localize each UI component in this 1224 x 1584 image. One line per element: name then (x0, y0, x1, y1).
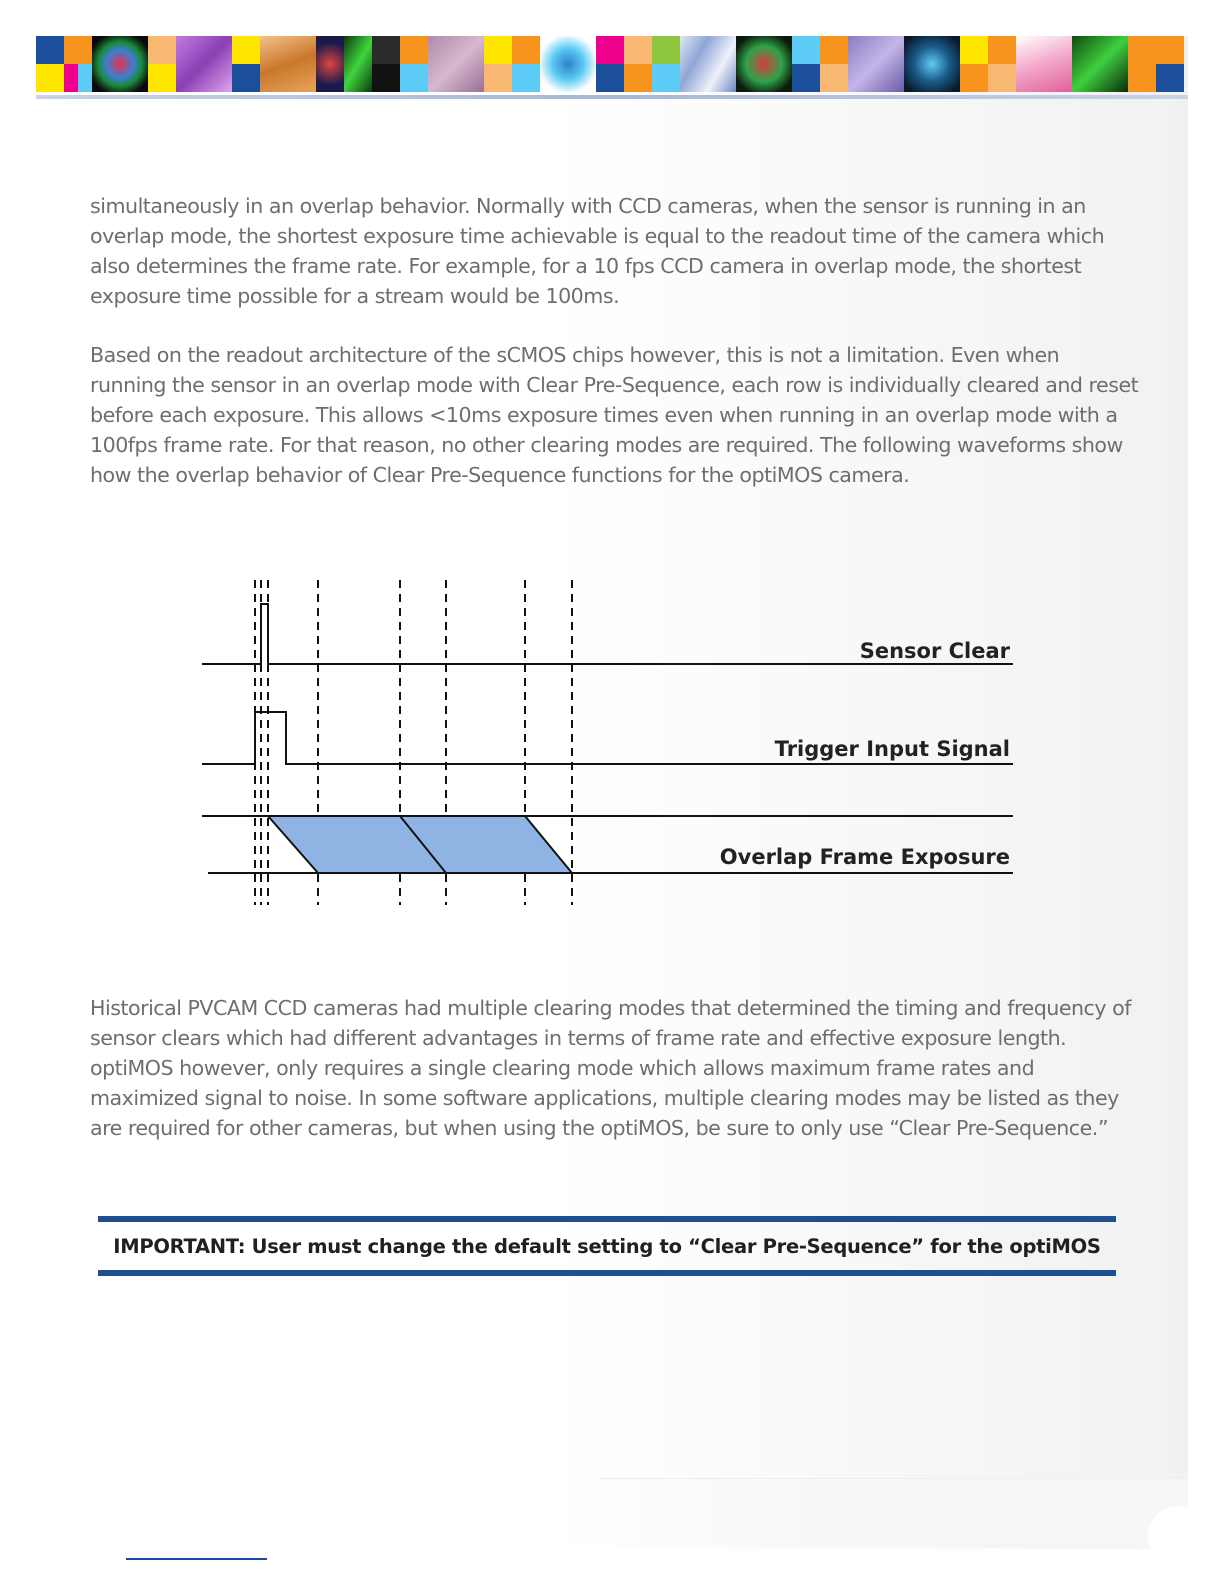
sensor-clear-label: Sensor Clear (859, 639, 1010, 663)
important-note-text: IMPORTANT: User must change the default setting to “Clear Pre-Sequence” for the optiMOS (113, 1234, 1101, 1258)
body-paragraph-clearing-modes: Historical PVCAM CCD cameras had multiple clearing modes that determined the timing and frequency of sensor clears which had different advantages in terms of frame rate and effective exposure length. optiMOS however, only requires a single clearing mode which allows maximum frame rates and maximized signal to noise. In some software applications, multiple clearing modes may be listed as they are required for other cameras, but when using the optiMOS, be sure to only use “Clear Pre-Sequence.” (90, 996, 1131, 1140)
body-paragraph-scmos: Based on the readout architecture of the sCMOS chips however, this is not a limitation. Even when running the sensor in an overlap mode with Clear Pre-Sequence, each row is individually cleared and reset before each exposure. This allows <10ms exposure times even when running in an overlap mode with a 100fps frame rate. For that reason, no other clearing modes are required. The following waveforms show how the overlap behavior of Clear Pre-Sequence functions for the optiMOS camera. (90, 343, 1139, 487)
overlap-exposure-label: Overlap Frame Exposure (719, 845, 1010, 869)
trigger-input-label: Trigger Input Signal (774, 737, 1010, 761)
footer-link-underline (126, 1558, 267, 1560)
overlap-exposure-fill (268, 816, 572, 873)
important-callout (98, 1216, 1116, 1276)
body-paragraph-overlap: simultaneously in an overlap behavior. Normally with CCD cameras, when the sensor is running in an overlap mode, the shortest exposure time achievable is equal to the readout time of the camera which also determines the frame rate. For example, for a 10 fps CCD camera in overlap mode, the shortest exposure time possible for a stream would be 100ms. (90, 194, 1105, 308)
